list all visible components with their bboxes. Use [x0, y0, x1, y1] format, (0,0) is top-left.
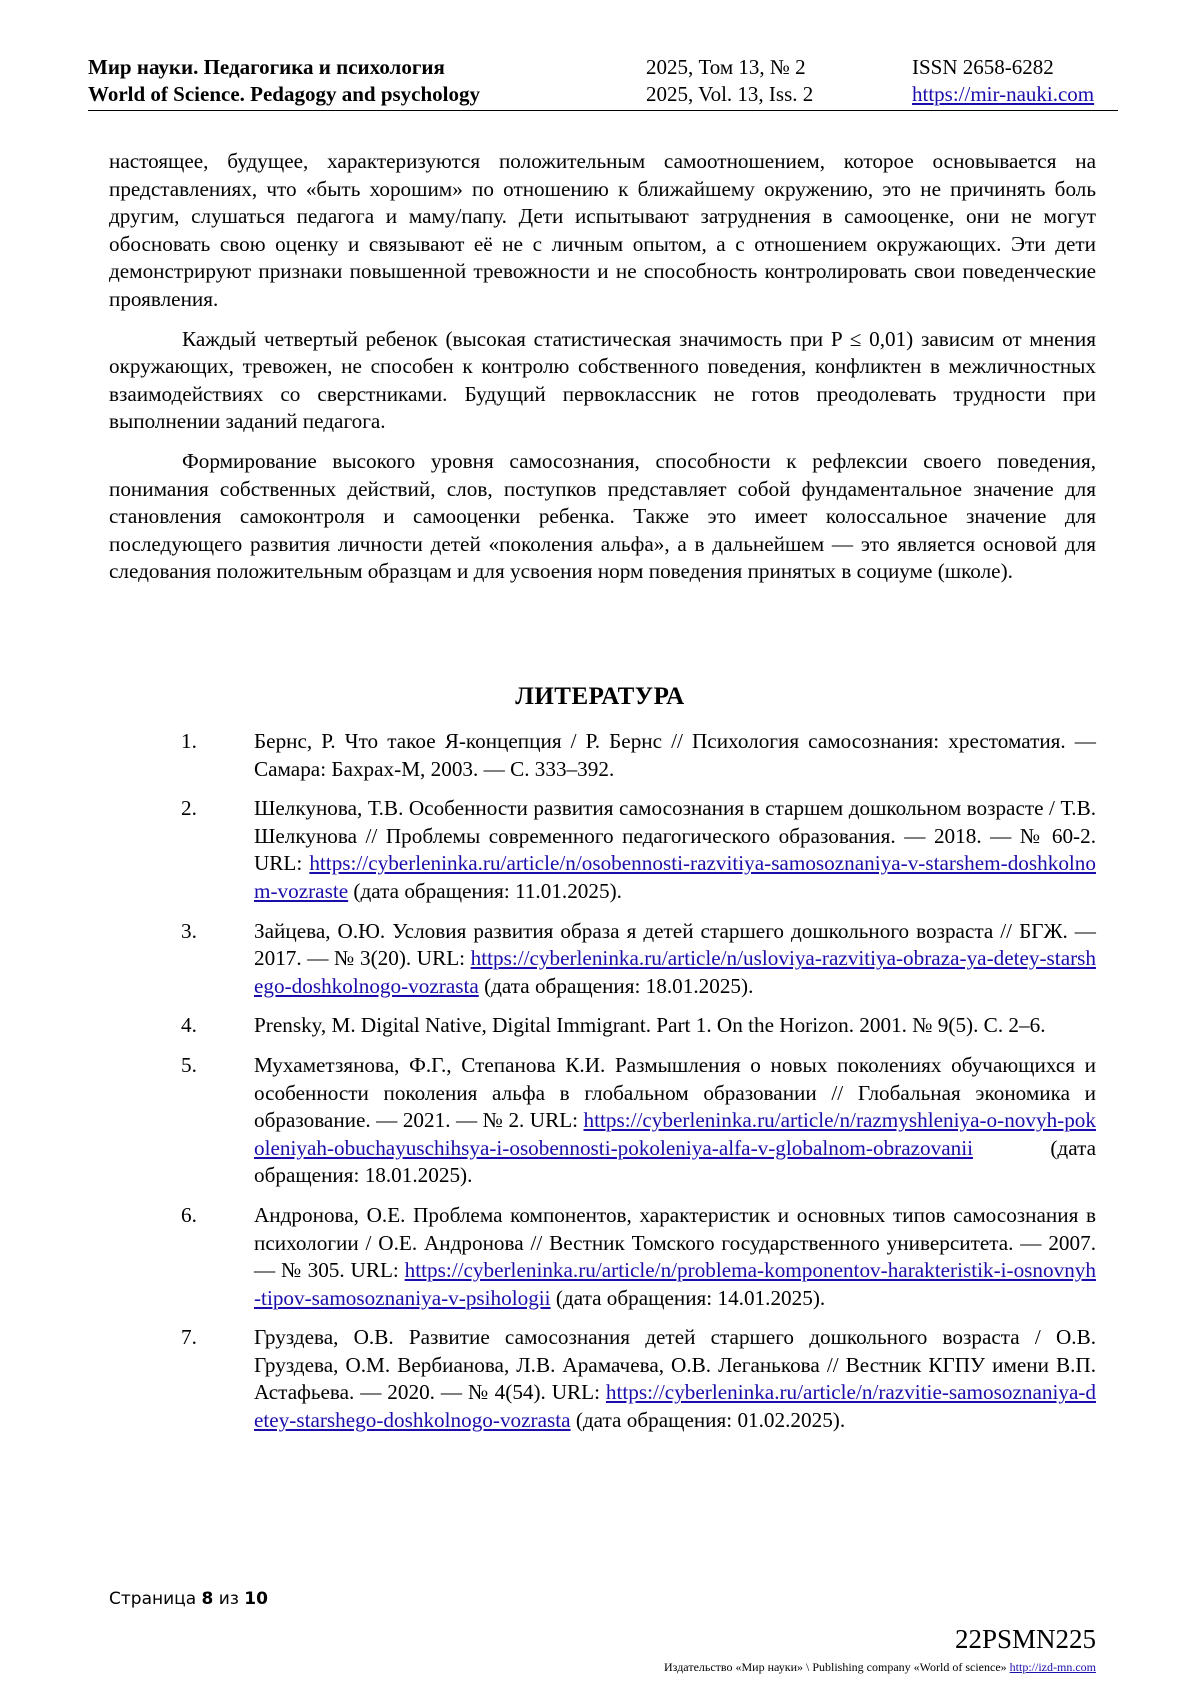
reference-link[interactable]: https://cyberleninka.ru/article/n/usloviya-razvitiya-obraza-ya-detey-starshego-doshkolnogo-vozrasta [254, 946, 1096, 998]
reference-access-date: (дата обращения: 11.01.2025). [348, 878, 622, 903]
reference-item [109, 728, 1096, 783]
reference-item [109, 918, 1096, 1001]
reference-item [109, 795, 1096, 905]
reference-text: Prensky, M. Digital Native, Digital Immigrant. Part 1. On the Horizon. 2001. № 9(5). С. 2–6. [254, 1013, 1046, 1038]
reference-text: Андронова, О.Е. Проблема компонентов, характеристик и основных типов самосознания в психологии / О.Е. Андронова // Вестник Томского государственного университета. — 2007. — № 305. URL: [254, 1202, 1096, 1283]
issue-en: 2025, Vol. 13, Iss. 2 [646, 82, 814, 106]
reference-link[interactable]: https://cyberleninka.ru/article/n/osobennosti-razvitiya-samosoznaniya-v-starshem-doshkolnom-vozraste [254, 851, 1096, 903]
page-number [109, 1589, 268, 1609]
reference-number: 4. [181, 1013, 197, 1038]
page-total: 10 [244, 1589, 268, 1609]
reference-text: Зайцева, О.Ю. Условия развития образа я детей старшего дошкольного возраста // БГЖ. — 2017. — № 3(20). URL: [254, 918, 1096, 971]
journal-title [88, 54, 480, 108]
reference-access-date: (дата обращения: 01.02.2025). [570, 1408, 846, 1433]
reference-number: 3. [181, 918, 197, 943]
reference-link[interactable]: https://cyberleninka.ru/article/n/razmyshleniya-o-novyh-pokoleniyah-obuchayuschihsya-i-osobennosti-pokoleniya-alfa-v-globalnom-obrazovanii [254, 1108, 1096, 1160]
paragraph-3: Формирование высокого уровня самосознания, способности к рефлексии своего поведения, понимания собственных действий, слов, поступков представляет собой фундаментальное значение для становления самоконтроля и самооценки ребенка. Также это имеет колоссальное значение для последующего развития личности детей «поколения альфа», а в дальнейшем — это является основой для следования положительным образцам и для усвоения норм поведения принятых в социуме (школе). [109, 448, 1096, 584]
reference-link[interactable]: https://cyberleninka.ru/article/n/razvitie-samosoznaniya-detey-starshego-doshkolnogo-vozrasta [254, 1380, 1096, 1433]
reference-number: 2. [181, 796, 197, 821]
journal-title-ru: Мир науки. Педагогика и психология [88, 55, 445, 79]
reference-item [109, 1324, 1096, 1434]
journal-site-link[interactable]: https://mir-nauki.com [912, 82, 1095, 106]
reference-access-date: (дата обращения: 14.01.2025). [550, 1285, 826, 1310]
reference-item [109, 1202, 1096, 1312]
reference-text: Мухаметзянова, Ф.Г., Степанова К.И. Размышления о новых поколениях обучающихся и особенности поколения альфа в глобальном образовании // Глобальная экономика и образование. — 2021. — № 2. URL: [254, 1052, 1096, 1133]
publisher-name: Издательство «Мир науки» \ Publishing company «World of science» [664, 1660, 1007, 1674]
page-current: 8 [201, 1589, 214, 1609]
page-label: Страница [109, 1589, 197, 1609]
reference-access-date: (дата обращения: 18.01.2025). [478, 973, 754, 998]
reference-access-date: (дата обращения: 18.01.2025). [254, 1135, 1096, 1188]
reference-link[interactable]: https://cyberleninka.ru/article/n/problema-komponentov-harakteristik-i-osnovnyh-tipov-samosoznaniya-v-psihologii [254, 1258, 1096, 1310]
literature-heading: ЛИТЕРАТУРА [515, 683, 685, 710]
issue-ru: 2025, Том 13, № 2 [646, 55, 806, 79]
paragraph-2: Каждый четвертый ребенок (высокая статистическая значимость при P ≤ 0,01) зависим от мнения окружающих, тревожен, не способен к контролю собственного поведения, конфликтен в межличностных взаимодействиях со сверстниками. Будущий первоклассник не готов преодолевать трудности при выполнении заданий педагога. [109, 326, 1096, 434]
journal-title-en: World of Science. Pedagogy and psychology [88, 82, 481, 106]
reference-text: Бернс, Р. Что такое Я-концепция / Р. Бернс // Психология самосознания: хрестоматия. — Самара: Бахрах-М, 2003. — С. 333–392. [254, 729, 1096, 781]
issn: ISSN 2658-6282 [912, 55, 1054, 79]
reference-list [109, 728, 1096, 1447]
paragraph-1: настоящее, будущее, характеризуются положительным самоотношением, которое основывается на представлениях, что «быть хорошим» по отношению к ближайшему окружению, это не причинять боль другим, слушаться педагога и маму/папу. Дети испытывают затруднения в самооценке, они не могут обосновать свою оценку и связывают её не с личным опытом, а с отношением окружающих. Эти дети демонстрируют признаки повышенной тревожности и не способность контролировать свои поведенческие проявления. [109, 149, 1096, 311]
reference-number: 7. [181, 1325, 197, 1350]
reference-text: Груздева, О.В. Развитие самосознания детей старшего дошкольного возраста / О.В. Груздева, О.М. Вербианова, Л.В. Арамачева, О.В. Леганькова // Вестник КГПУ имени В.П. Астафьева. — 2020. — № 4(54). URL: [254, 1325, 1096, 1405]
article-body [109, 148, 1096, 598]
page-header [88, 54, 1118, 111]
reference-text: Шелкунова, Т.В. Особенности развития самосознания в старшем дошкольном возрасте / Т.В. Шелкунова // Проблемы современного педагогического образования. — 2018. — № 60-2. URL: [254, 796, 1096, 876]
reference-number: 6. [181, 1202, 197, 1227]
reference-item [109, 1052, 1096, 1190]
issn-info [912, 54, 1094, 108]
article-code: 22PSMN225 [954, 1624, 1096, 1654]
publisher-line [664, 1660, 1096, 1675]
publisher-link[interactable]: http://izd-mn.com [1009, 1660, 1096, 1674]
page-of: из [218, 1589, 239, 1609]
issue-info [646, 54, 813, 108]
reference-number: 5. [181, 1052, 197, 1077]
reference-number: 1. [181, 729, 197, 753]
reference-item [109, 1012, 1096, 1040]
